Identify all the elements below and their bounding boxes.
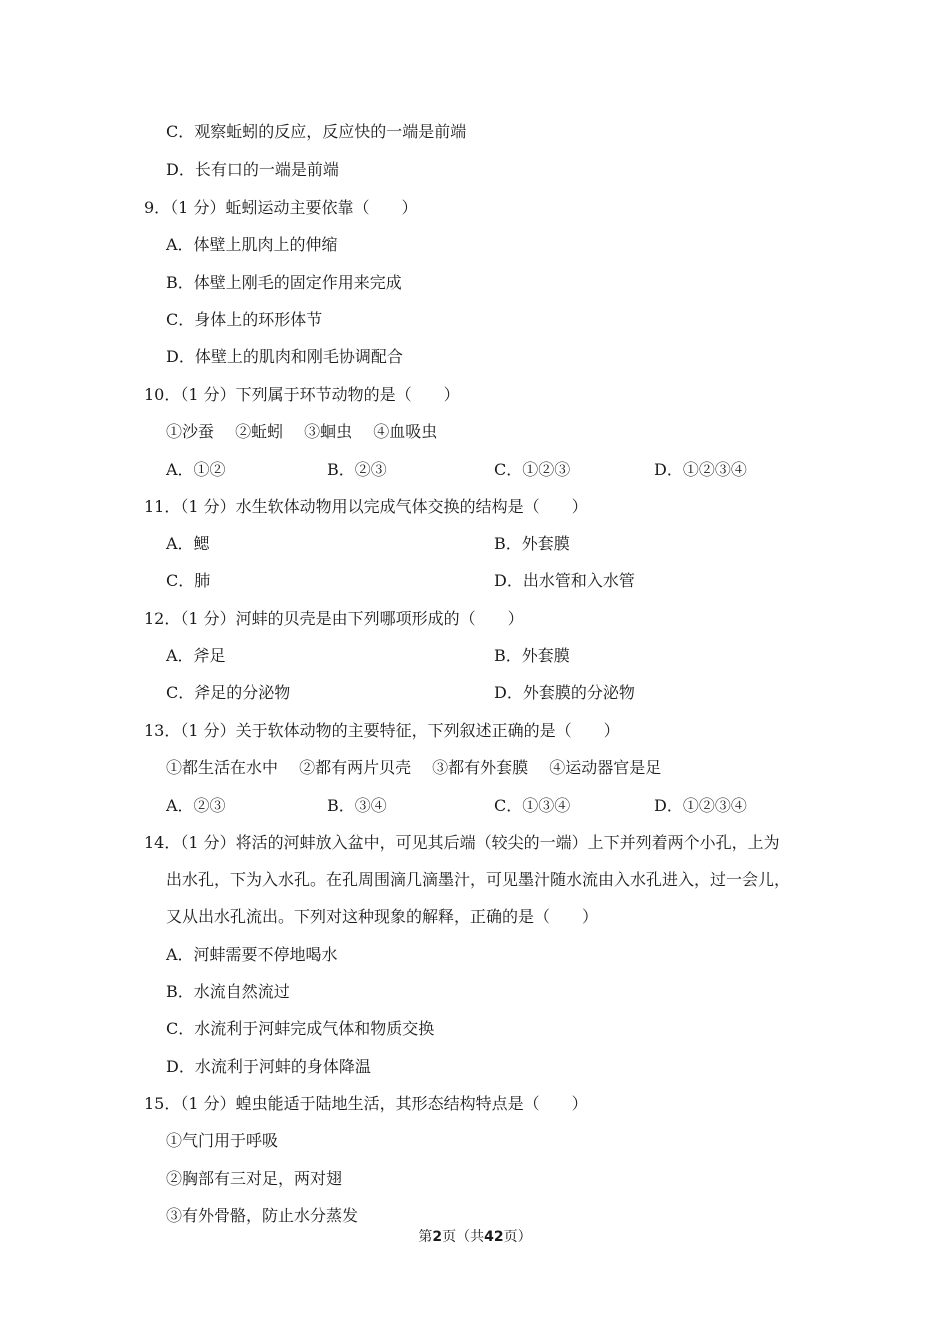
q10-items: ①沙蚕 ②蚯蚓 ③蛔虫 ④血吸虫 xyxy=(166,422,438,441)
question-11: 11．（1 分）水生软体动物用以完成气体交换的结构是（ ） xyxy=(144,497,588,516)
q11-option-b: B．外套膜 xyxy=(494,534,570,553)
q13-option-b: B．③④ xyxy=(327,796,387,815)
question-10: 10．（1 分）下列属于环节动物的是（ ） xyxy=(144,385,460,404)
footer-page-number: 2 xyxy=(432,1229,443,1245)
q10-option-b: B．②③ xyxy=(327,460,387,479)
q15-item-3: ③有外骨骼，防止水分蒸发 xyxy=(166,1206,359,1225)
q12-option-d: D．外套膜的分泌物 xyxy=(494,683,635,702)
q10-option-a: A．①② xyxy=(166,460,226,479)
question-13: 13．（1 分）关于软体动物的主要特征，下列叙述正确的是（ ） xyxy=(144,721,620,740)
q13-option-a: A．②③ xyxy=(166,796,226,815)
footer-middle: 页（共 xyxy=(442,1229,485,1245)
q9-option-d: D．体壁上的肌肉和刚毛协调配合 xyxy=(166,347,403,366)
q8-option-d: D．长有口的一端是前端 xyxy=(166,160,339,179)
question-14-line-2: 出水孔，下为入水孔。在孔周围滴几滴墨汁，可见墨汁随水流由入水孔进入，过一会儿， xyxy=(166,870,791,889)
q12-option-c: C．斧足的分泌物 xyxy=(166,683,291,702)
q12-option-a: A．斧足 xyxy=(166,646,226,665)
q10-option-c: C．①②③ xyxy=(494,460,571,479)
q13-option-c: C．①③④ xyxy=(494,796,571,815)
q11-option-d: D．出水管和入水管 xyxy=(494,571,635,590)
q9-option-c: C．身体上的环形体节 xyxy=(166,310,323,329)
page-footer xyxy=(0,1228,950,1246)
q10-option-d: D．①②③④ xyxy=(654,460,747,479)
q14-option-a: A．河蚌需要不停地喝水 xyxy=(166,945,338,964)
footer-suffix: 页） xyxy=(503,1229,532,1245)
question-9: 9．（1 分）蚯蚓运动主要依靠（ ） xyxy=(144,198,418,217)
q15-item-1: ①气门用于呼吸 xyxy=(166,1131,279,1150)
question-14-line-1: 14．（1 分）将活的河蚌放入盆中，可见其后端（较尖的一端）上下并列着两个小孔，上为 xyxy=(144,833,780,852)
q9-option-a: A．体壁上肌肉上的伸缩 xyxy=(166,235,338,254)
footer-total-pages: 42 xyxy=(484,1229,504,1245)
q13-items: ①都生活在水中 ②都有两片贝壳 ③都有外套膜 ④运动器官是足 xyxy=(166,758,662,777)
question-14-line-3: 又从出水孔流出。下列对这种现象的解释，正确的是（ ） xyxy=(166,907,599,926)
question-12: 12．（1 分）河蚌的贝壳是由下列哪项形成的（ ） xyxy=(144,609,524,628)
question-15: 15．（1 分）蝗虫能适于陆地生活，其形态结构特点是（ ） xyxy=(144,1094,588,1113)
q12-option-b: B．外套膜 xyxy=(494,646,570,665)
q11-option-a: A．鳃 xyxy=(166,534,210,553)
q14-option-c: C．水流利于河蚌完成气体和物质交换 xyxy=(166,1019,435,1038)
q8-option-c: C．观察蚯蚓的反应，反应快的一端是前端 xyxy=(166,122,467,141)
q15-item-2: ②胸部有三对足，两对翅 xyxy=(166,1169,343,1188)
q11-option-c: C．肺 xyxy=(166,571,211,590)
q14-option-b: B．水流自然流过 xyxy=(166,982,290,1001)
q13-option-d: D．①②③④ xyxy=(654,796,747,815)
q9-option-b: B．体壁上刚毛的固定作用来完成 xyxy=(166,273,402,292)
footer-prefix: 第 xyxy=(418,1229,433,1245)
q14-option-d: D．水流利于河蚌的身体降温 xyxy=(166,1057,371,1076)
